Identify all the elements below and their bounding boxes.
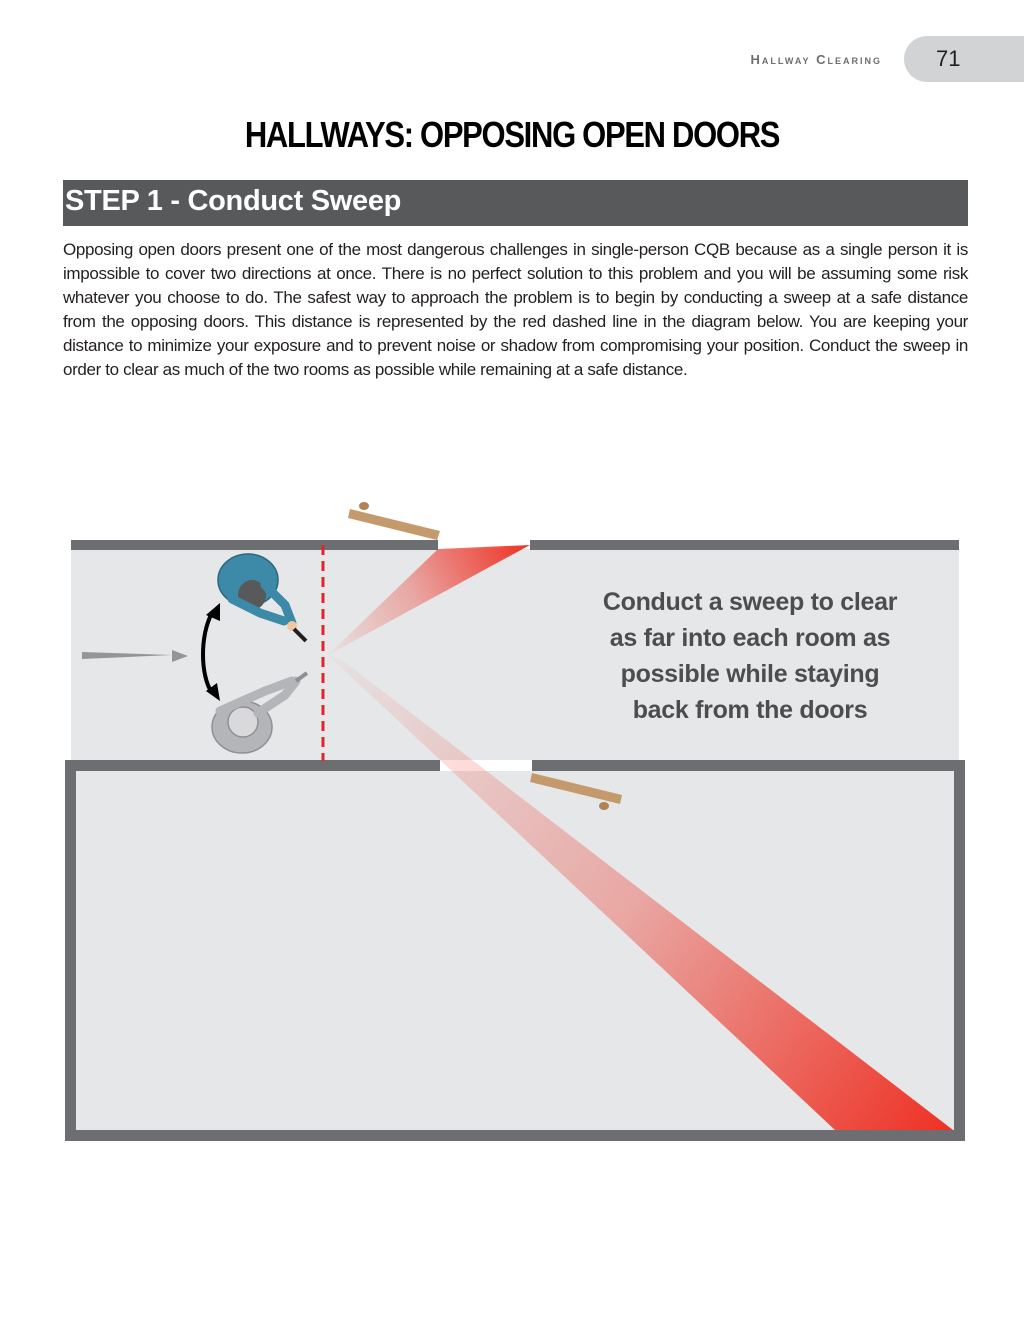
callout-line: as far into each room as [609, 624, 891, 652]
hallway-bottom-wall-right [532, 760, 965, 771]
step-body-text: Opposing open doors present one of the most dangerous challenges in single-person CQB because as a single person it is impossible to cover two directions at once. There is no perfect solution to this problem and you will be assuming some risk whatever you choose to do. The safest way to approach the problem is to begin by conducting a sweep at a safe distance from the opposing doors. This distance is represented by the red dashed line in the diagram below. You are keeping your distance to minimize your exposure and to prevent noise or shadow from compromising your position. Conduct the sweep in order to clear as much of the two rooms as possible while remaining at a safe distance. [63, 240, 968, 379]
room-bottom-wall [65, 1130, 965, 1141]
hallway-top-wall-right [530, 540, 959, 550]
page-number: 71 [936, 46, 961, 71]
page-number-tab [904, 36, 1024, 82]
door-leaf-top [348, 502, 440, 540]
hallway-top-wall-left [71, 540, 438, 550]
diagram-callout [560, 584, 940, 728]
callout-line: Conduct a sweep to clear [602, 588, 898, 616]
room-right-wall [954, 760, 965, 1141]
hallway-bottom-wall-left [65, 760, 440, 771]
running-head: Hallway Clearing [750, 52, 882, 67]
callout-line: possible while staying [620, 660, 880, 688]
room-left-wall [65, 760, 76, 1141]
step-heading: STEP 1 - Conduct Sweep [65, 185, 402, 217]
page-title: HALLWAYS: OPPOSING OPEN DOORS [244, 114, 780, 155]
callout-line: back from the doors [632, 696, 868, 724]
